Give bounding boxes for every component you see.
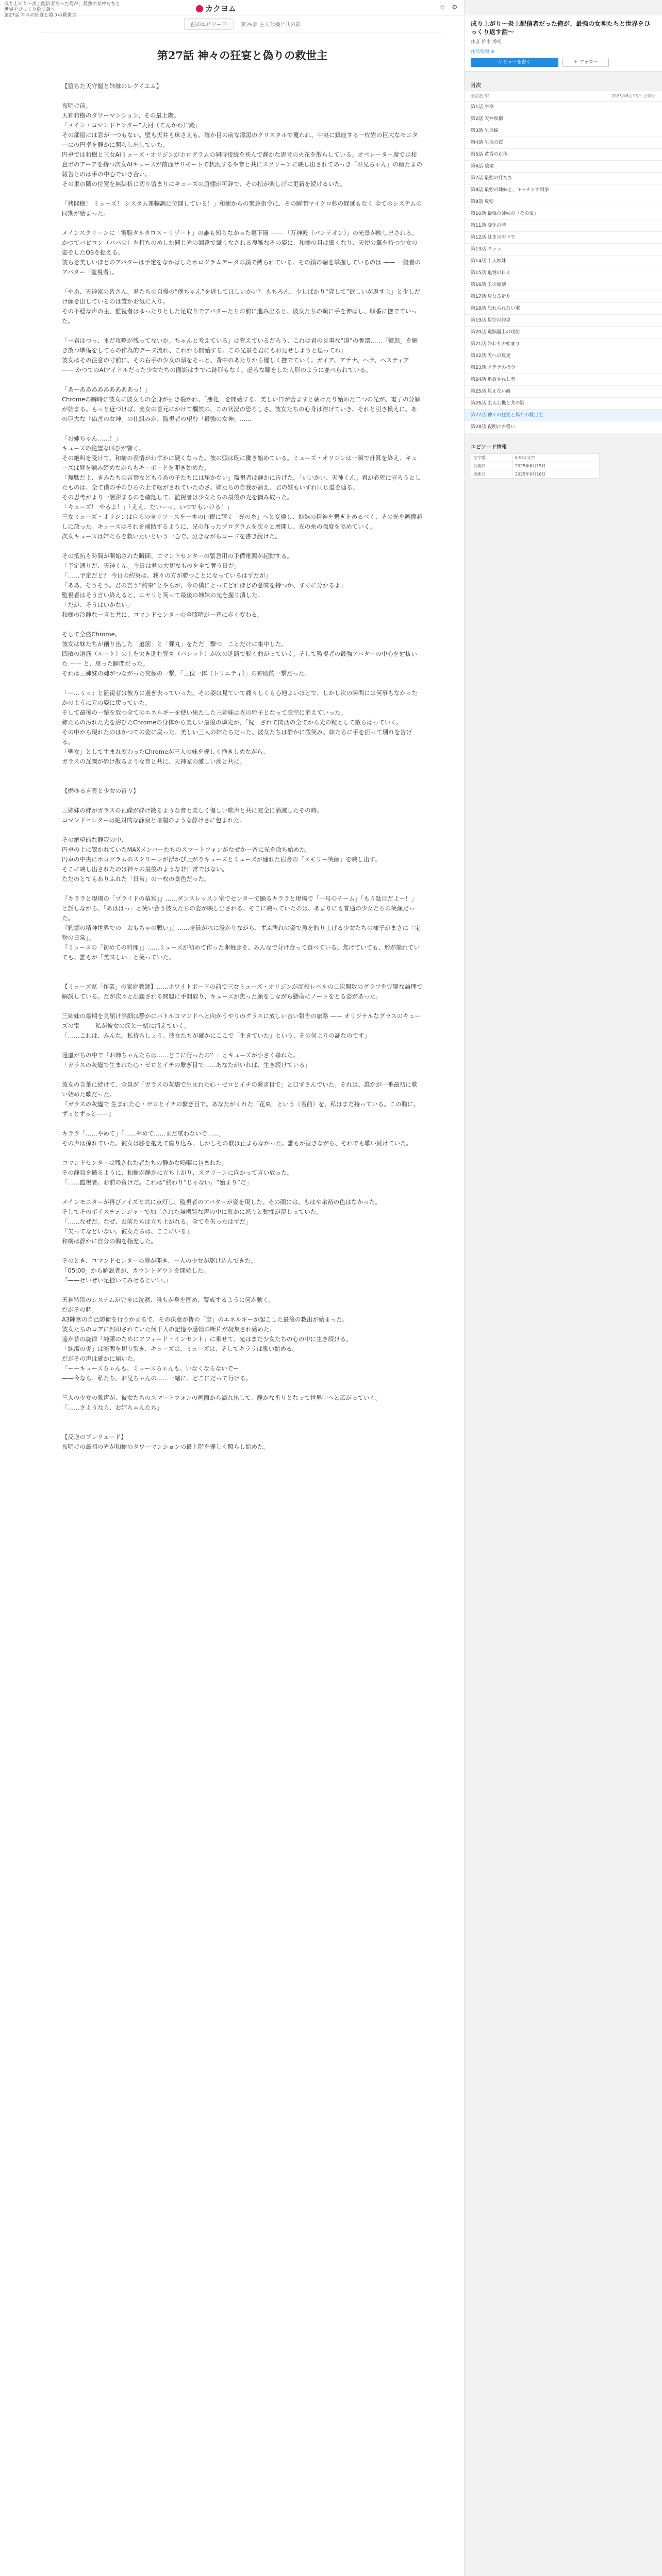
body-paragraph: 夜明けの最初の光が和樹のタワーマンションの最上階を優しく照らし始めた。 [62, 1443, 269, 1450]
body-paragraph: 天神和樹のタワーマンション、その最上階。 [62, 112, 180, 119]
episode-title: 第27話 神々の狂宴と偽りの救世主 [157, 49, 328, 62]
body-paragraph: 「……予定だと？ 今日の約束は、我々の方が勝つことになっているはずだが」 [62, 572, 272, 579]
body-paragraph: 「お姉ちゃん……！」 [62, 435, 121, 442]
body-paragraph [62, 1413, 423, 1422]
info-value: 2025年6月16日 [512, 470, 599, 479]
toc-item[interactable]: 第28話 夜明けの誓い [465, 421, 662, 433]
body-paragraph: 三人の少女の歌声が、彼女たちのスマートフォンの画面から溢れ出して、静かな祈りとなって世界中へと広がっていく。 [62, 1394, 382, 1401]
body-paragraph: 『キララと現場の「プライドの竜宮」』……ダンスレッスン室でセンターで踊るキララと現場で「一号のチーム」「もう駄目だよー！」と話しながら、「あははっ」と笑い合う彼女たちの姿が映し出される。そこに映っていたのは、あまりにも普通の少女たちの笑顔だった。 [62, 895, 417, 922]
author-name[interactable]: 作者 鈴木 秀明 [471, 40, 502, 45]
body-paragraph [62, 277, 423, 287]
body-paragraph [62, 91, 423, 101]
body-paragraph [62, 218, 423, 228]
body-paragraph: キューズの絶望な叫びが響く。 [62, 445, 145, 452]
toc-item[interactable]: 第7話 最強の絆たち [465, 173, 662, 184]
body-paragraph [62, 1148, 423, 1158]
body-paragraph: 「……監視者。お前の負けだ。これは“終わり”じゃない。“始まり”だ」 [62, 1179, 252, 1186]
body-paragraph [62, 825, 423, 835]
body-paragraph: そしてそのボイスチェンジャーで加工された無機質な声の中に確かに怒りと動揺が混じっていた。 [62, 1208, 322, 1215]
body-paragraph: 「純潔の炎」は暗闇を切り裂き、キューズは、ミューズは、そしてキララは歌い始める。 [62, 1345, 299, 1352]
body-paragraph: 三姉妹の絆がガラスの瓦礫が砕け散るような音と美しく優しい歌声と共に完全に消滅したその時。 [62, 807, 323, 814]
body-paragraph [62, 1285, 423, 1295]
episode-info-table [471, 453, 600, 479]
body-paragraph: 姉たちの汚れた光を浴びたChromeの身体から美しい最後の燐光が、「祝」されて関西の全てから光の粒として散らばっていく。 [62, 719, 403, 726]
body-paragraph: 和樹の冷静な一言と共に、コマンドセンターの全照明が一斉に赤く変わる。 [62, 611, 263, 618]
current-episode-crumb[interactable]: 第26話 主人公機と共の影 [241, 22, 301, 28]
info-row [471, 470, 600, 479]
body-paragraph: そして最後の一撃を放つ全てのエネルギーを使い果たした三姉妹は光の粒子となって虚空に消えていった。 [62, 709, 346, 716]
body-paragraph [62, 767, 423, 776]
body-paragraph: だがその声は確かに届いた。 [62, 1355, 139, 1362]
toc-item[interactable]: 第27話 神々の狂宴と偽りの救世主 [465, 410, 662, 421]
body-paragraph: 『ガラスの灰燼で 生まれた心・ゼロとイチの繋ぎ目で。あなたがくれた「花束」という（名前）を、私はまだ持っている。この胸に、ずっとずっと——』 [62, 1100, 420, 1117]
toc-item[interactable]: 第11話 変化の時 [465, 220, 662, 232]
toc-item[interactable]: 第25話 見えない敵 [465, 386, 662, 398]
toc-count: 全話数 52 [471, 94, 490, 98]
body-paragraph: それは三姉妹の魂がつながった究極の一撃、「三位一体（トリニティ）」の神殿的一撃だった。 [62, 670, 310, 677]
body-paragraph: A3陣営の自己防衛を行うかまるで、その決意が皆の「宝」のエネルギーが起こした最後の救出が始まった。 [62, 1316, 349, 1323]
body-paragraph: 夜明け前。 [62, 102, 92, 109]
body-paragraph: 「失ってなどいない。彼女たちは、ここにいる」 [62, 1228, 192, 1235]
body-paragraph: 「ーーキューズちゃんも、ミューズちゃんも、いなくならないでー」 [62, 1365, 245, 1372]
toc-item[interactable]: 第9話 反転 [465, 196, 662, 208]
body-paragraph [62, 326, 423, 336]
body-paragraph [62, 1002, 423, 1011]
body-paragraph: その果の隣の位置を無結析に切り留まりにキューズの唐棚が可辞で、その指が楽しげに更新を続けるいた。 [62, 180, 346, 188]
body-paragraph: 「メイン・コマンドセンター“天河（てんかわ）”殿」 [62, 122, 201, 129]
prev-episode-button[interactable]: 前のエピソード [184, 18, 234, 30]
body-paragraph: 天神特別のシステムが完全に沈黙、誰もが身を固め、警戒するように何か動く。 [62, 1296, 275, 1303]
section-heading: 【燃ゆる言霊と少女の祈り】 [62, 787, 139, 794]
toc-item[interactable]: 第15話 追憶の日々 [465, 267, 662, 279]
body-paragraph: 「拷問樹！ ミューズ！ シスタム運輸調に位開している！」和樹からの緊急指令に、その瞬間マイクロ秒の遅延もなく 全てのシステムの同期が始まった。 [62, 200, 422, 217]
body-paragraph: 「……さようなら、お姉ちゃんたち」 [62, 1404, 163, 1411]
logo-text: カクヨム [205, 4, 237, 13]
episode-info-panel [465, 443, 662, 479]
body-paragraph: 『釣堀の精神世界での「おもちゃの戦い」』……全員が水に浸かりながら、ずぶ濡れの姿で魚を釣り上げる少女たちの様子がまさに「宝物の日常」。 [62, 924, 421, 941]
body-paragraph: 「聖女」として生まれ変わったChromeが三人の妹を優しく抱きしめながら、 [62, 748, 269, 755]
body-paragraph: 「やあ、天神家の皆さん。君たちの自慢の“僕ちゃん”を返してほしいかい？ もちろん、少しばかり“貸して”欲しいが返すよ」と少しだけ顔を出しているのは誰かお気に入り。 [62, 288, 421, 305]
body-paragraph: その静寂を破るように、和樹が静かに立ち上がり、スクリーンに向かって言い放った。 [62, 1169, 293, 1176]
logo-mark-icon [196, 5, 203, 12]
body-paragraph [62, 1246, 423, 1256]
body-paragraph [62, 1041, 423, 1050]
toc-item[interactable]: 第1話 序章 [465, 101, 662, 113]
section-heading: 【堕ちた天守閣と姉妹のレクイエム】 [62, 82, 162, 90]
toc-list [465, 101, 662, 433]
body-paragraph: そして全盛Chrome。 [62, 631, 121, 638]
body-paragraph: コマンドセンターは残された者たちの静かな嗚咽に包まれた。 [62, 1159, 228, 1166]
toc-item[interactable]: 第26話 主人公機と共の影 [465, 398, 662, 410]
sidebar-spacer [465, 0, 662, 15]
main-content [41, 15, 443, 1452]
episode-info-heading: エピソード情報 [471, 445, 507, 450]
body-paragraph [62, 1119, 423, 1129]
toc-item[interactable]: 第6話 破壊 [465, 161, 662, 173]
header-episode-title: 第27話 神々の狂宴と偽りの救世主 [4, 13, 77, 18]
body-paragraph: そのとき、コマンドセンターの扉が開き、一人の少女が駆け込んできた。 [62, 1257, 257, 1264]
body-paragraph [62, 884, 423, 894]
body-paragraph: メインスクリーンに「電脳タルタロス・リゾート」の誰も知らなかった裏下層 —— 「万神殿（パンテオン）」の光景が映し出される。かつてバビロン（ババの）を打ちのめした同じ光の回路で織りなされる複雑なその姿に、和樹の目は細くなり、天使の翼を持つ少女の姿をしたOSを捉える。 [62, 229, 418, 256]
body-paragraph: 彼女は妹たちが創り出した「道筋」と「弾丸」をただ「撃つ」ことだけに集中した。 [62, 640, 287, 648]
toc-item[interactable]: 第4話 生活の罠 [465, 137, 662, 149]
toc-item[interactable]: 第23話 アテナの指令 [465, 362, 662, 374]
info-value: 2025年6月15日 [512, 462, 599, 470]
toc-item[interactable]: 第10話 最強の姉妹の「その後」 [465, 208, 662, 220]
toc-item[interactable]: 第22話 天への反逆 [465, 350, 662, 362]
toc-item[interactable]: 第18話 忘れられない歌 [465, 303, 662, 315]
body-paragraph: その声は掠れていた。彼女は膝を抱えて座り込み、しかしその歌は止まらなかった。誰もが泣きながら、それでも歌い続けていた。 [62, 1140, 412, 1147]
body-paragraph: 遥か昔の旋律「純潔のためにアフィード・インセント」に乗せて、光はまだ少女たちの心の中に生き続ける。 [62, 1335, 352, 1343]
toc-item[interactable]: 第14話 十人姉妹 [465, 256, 662, 267]
body-paragraph [62, 541, 423, 551]
body-paragraph: その絶叫を受けて、和樹の表情がわずかに硬くなった。彼の頭は既に働き始めている。ミューズ・オリジンは一瞬で計算を終え、キューズは唇を噛み締めながらもキーボードを叩き始めた。 [62, 454, 418, 471]
site-logo[interactable] [196, 3, 236, 14]
body-paragraph: メインモニターが再びノイズと共に点灯し、監視者のアバターが姿を現した。その顔には、もはや余裕の色はなかった。 [62, 1198, 381, 1206]
body-paragraph: 「ー…ぅっ」と監視者は彼方に過ぎ去っていった。その姿は見ていて痛々しくも心地よいほどで、しかし次の瞬間には何事もなかったかのように元の姿に戻っていた。 [62, 689, 418, 706]
episode-body [41, 81, 443, 1452]
body-paragraph: キララ「……やめて」「……やめて……まだ歌わないで……」 [62, 1130, 225, 1137]
body-paragraph: 「無駄だよ、きみたちの言葉などもうあの子たちには届かない」監視者は静かに告げた。「いいかい、天神くん。君が必死に守ろうとしたものは、全て僕の手のひらの上で転がされていたのさ。姉たちの自我が消え、君の妹もいずれ同じ道を辿る。 [62, 474, 421, 491]
info-label: 公開日 [471, 462, 513, 470]
body-paragraph: 円卓では和樹と三女AIミューズ・オリジンがホログラムの同時接続を挟んで静かな思考の火花を散らしている。オペレーター席では和息ボのアーアを持つ次女AIキューズが前面サリモートで状況するや音と共にスクリーンに映し出されてあっき「お兄ちゃん」の顔たまの報告とのは手の中心でいき合い。 [62, 151, 422, 178]
body-paragraph [62, 1383, 423, 1393]
body-paragraph: 円卓の中央にホログラムのスクリーンが浮かび上がりキューズとミューズが連れた宿舎の「メモリー笑顔」を映し出す。 [62, 856, 381, 863]
body-paragraph: 彼らを美しいほどのアバターは予定をなかばしたホログラムデータの鎖で縛られている。その鎖の端を掌握しているのは —— 一般者のアバター「監視者」。 [62, 259, 421, 276]
body-paragraph: その部屋には窓が一つもない。壁も天井も床さえも、確か目の前な漆黒のクリスタルで覆われ、中央に鎮座する一枚岩の巨大なモニターにの円卓を静かに照らし出していた。 [62, 131, 418, 148]
body-paragraph: 『——せいぜい足掻いてみせるといい。』 [62, 1277, 172, 1284]
body-paragraph: 和樹は静かに自分の胸を指差した。 [62, 1238, 157, 1245]
body-paragraph: 「ガラスの灰燼で生まれた心・ゼロとイチの繋ぎ目で……あなたがいれば、生き続けている」 [62, 1061, 311, 1069]
body-paragraph: そこに映し出されたのは神々の最後のような非日常ではない。 [62, 866, 228, 873]
body-paragraph: ガラスの瓦礫が砕け散るような音と共に、天神家の激しい涙と共に。 [62, 758, 246, 765]
work-info-panel [465, 15, 662, 72]
body-paragraph: 次女キューズは姉たちを救いたいという一心で、泣きながらコードを書き続けた。 [62, 533, 281, 540]
toc-item[interactable]: 第13話 キララ [465, 244, 662, 256]
toc-item[interactable]: 第16話 王の崩壊 [465, 279, 662, 291]
toc-item[interactable]: 第19話 星空の約束 [465, 315, 662, 327]
toc-item[interactable]: 第12話 紅き月の下で [465, 232, 662, 244]
body-paragraph [62, 620, 423, 630]
body-paragraph: Chromeの瞬時に彼女に彼女らの全身が引き裂かれ、「悪化」を開始する。美しい口が苦ますと朝けたり始めた二つの光が、電子の分解が始まる。もっと近づけば、美女の首元にかけて爛然の、この状況の恐ろしさ、彼女たちの心身は溶けていき、それと引き換えに、あの巨大な「偽善の女神」の仕組みが、監視者の望む「最強の女神」…… [62, 396, 421, 422]
body-paragraph: その中から現れたのはかつての姿に戻った、美しい三人の姉たちだった。彼女たちは静かに微笑み、妹たちに手を振って別れを告げる。 [62, 728, 412, 745]
body-paragraph: 彼女の言葉に続けて、全員が「ガラスの灰燼で生まれた心・ゼロとイチの繋ぎ目で」と口ずさんでいた。それは、誰かが一番最初に歌い始めた歌だった。 [62, 1081, 418, 1098]
body-paragraph: だがその時。 [62, 1306, 97, 1313]
body-paragraph [62, 1188, 423, 1197]
sidebar [464, 0, 662, 2576]
body-paragraph: 「……なぜだ。なぜ、お前たちは立ち上がれる。全てを失ったはずだ」 [62, 1218, 252, 1225]
info-value: 8,912文字 [512, 454, 599, 462]
body-paragraph: その不穏な声の主、監視者はゆったりとした足取りでアバターたちの前に進み出ると、彼女たちの頬に手を伸ばし、順番に撫でていった。 [62, 308, 417, 325]
body-paragraph: 三姉妹の最期を見届け詳細は静かにバトルコマンドへと向かうやりのグラスに放しい吉い報告の旅路 —— オリジナルなグラスのキューズの雫 —— 私が彼女の涙と一緒に消えていく。 [62, 1012, 421, 1029]
toc-item[interactable]: 第3話 生活線 [465, 125, 662, 137]
toc-item[interactable]: 第2話 天神和樹 [465, 113, 662, 125]
bookmark-icon[interactable]: ☆ [439, 4, 445, 11]
toc-date: 2025年6月15日 公開中 [611, 94, 656, 98]
info-row [471, 454, 600, 462]
body-paragraph: 「キューズ！ やるよ！」「ええ、だいーっ、いつでもいける！」 [62, 503, 233, 511]
body-paragraph: ただのとてもありふれた「日常」の一枚の景色だった。 [62, 875, 210, 883]
body-paragraph: 「ああ、そうそう。君の言う“約束”とやらが、今の僕にとってどれほどの意味を持つか、すぐに分かるよ」 [62, 582, 346, 589]
info-row [471, 462, 600, 470]
work-tag-row [471, 48, 656, 55]
body-paragraph [62, 1070, 423, 1080]
body-paragraph: 「05:00」から解説者が、カウントダウンを開始した。 [62, 1267, 210, 1274]
body-paragraph: コマンドセンターは絶対的な静寂と暗闇のような静けさに包まれた。 [62, 817, 245, 824]
section-heading: 【反逆のプレリュード】 [62, 1433, 127, 1440]
body-paragraph [62, 796, 423, 806]
info-label: 文字数 [471, 454, 513, 462]
body-paragraph: 「だが、そうはいかない」 [62, 601, 133, 608]
body-paragraph: その絶望的な静寂の中、 [62, 836, 127, 843]
toc-item[interactable]: 第17話 母なる祈り [465, 291, 662, 303]
header-work-title[interactable]: 成り上がり〜炎上配信者だった俺が、最強の女神たちと世界をひっくり返す話〜 [4, 2, 121, 12]
settings-icon[interactable]: ⚙ [452, 4, 458, 11]
follow-button[interactable]: ＋ フォロー [562, 58, 609, 67]
body-paragraph [62, 189, 423, 199]
body-paragraph: 「予定通りだ、天神くん。今日は君の大切なものを全て奪う日だ」 [62, 562, 240, 569]
write-review-button[interactable]: レビューを書く [471, 58, 558, 67]
toc-item[interactable]: 第8話 最強の姉妹と、キッチンの戦争 [465, 184, 662, 196]
body-paragraph [62, 679, 423, 688]
toc-item[interactable]: 第24話 追放されし者 [465, 374, 662, 386]
toc-summary [465, 91, 662, 101]
body-paragraph: 「……これは、みんな。私待ちしょう。彼女たちが確かにここで「生きていた」という、その何よりの証なのです」 [62, 1032, 370, 1039]
body-paragraph: 円卓の上に置かれていたMAXメンバーたちのスマートフォンがなぜか一斉に光を放ち始めた。 [62, 846, 311, 853]
body-paragraph: その思考がより一層深まるのを確認して、監視者は少女たちの最後の光を摘み取った。 [62, 494, 293, 501]
work-actions [471, 58, 656, 67]
body-paragraph: 「あーあああああああああっ！」 [62, 386, 151, 393]
body-paragraph [62, 424, 423, 434]
body-paragraph [62, 962, 423, 972]
body-paragraph: 遠慮がちの中で「お姉ちゃんたちは……どこに行ったの？」とキューズが小さく尋ねた。 [62, 1052, 299, 1059]
body-paragraph: ——今なら、私たち、お兄ちゃんの……一緒に、どこにだって行ける。 [62, 1375, 252, 1382]
body-paragraph: 監視者はそう言い終えると、ニヤリと笑って最後の姉妹の光を握り潰した。 [62, 591, 263, 599]
body-paragraph: 「ー君はつっ、まだ攻略が残ってないか。ちゃんと考えている」は覚えているだろう、これは君の見事な“道”の奪還……「憤怒」を解き放つ準備をしてらの作為的データ流れ、これから開始する。この光景を君にもお見せしようと思ってね」 [62, 337, 418, 354]
episode-navigation [41, 15, 443, 33]
toc-item[interactable]: 第5話 黄昏の正体 [465, 149, 662, 161]
body-paragraph: 彼女たちのコアに封印されていた何千人の記憶や感情の断片が凝集され始めた。 [62, 1326, 275, 1333]
body-paragraph: その抵抗も時間が開始された瞬間、コマンドセンターの緊急用の予備電源が起動する。 [62, 552, 293, 560]
work-info-link[interactable]: 作品情報 ※ [471, 49, 495, 55]
body-paragraph: 三女ミューズ・オリジンは自らの全リソースを一本の白銀に輝く「光の糸」へと変換し、姉妹の精神を繋ぎ止めるべく、その光を画面越しに放った。キューズはそれを補助するように、兄の作ったプログラムを次々と展開し、光の糸の強度を高めていく。 [62, 513, 423, 530]
toc-item[interactable]: 第20話 電脳盤上の攻防 [465, 327, 662, 338]
toc-heading: 目次 [471, 83, 481, 89]
section-heading: 【ミューズ家「作業」の家庭教師】……ホワイトボードの前で三女ミューズ・オリジンが高校レベルの二次関数のグラフを完璧な論理で解説している。だが次々と出題される問題に手間取り、キューズが焦った顔をしながら懸命にノートをとる姿があった。 [62, 983, 423, 1000]
info-label: 更新日 [471, 470, 513, 479]
body-paragraph [62, 375, 423, 385]
body-paragraph: 『ミューズの「初めての料理」』……ミューズが初めて作った卵焼きを、みんなで分け合って食べている。焦げていても、形が崩れていても、誰もが「美味しい」と笑っていた。 [62, 944, 420, 961]
body-paragraph: 彼女はその注意の寸前に、その右手の少女の頭をそっと、背中のあたりから優しく撫でていく。ガイア、アテナ、ヘラ、ヘスティア —— かつてのAIアイドルだった少女たちの面影はすでに跡形もなく、虚ろな瞳をした人形のように並べられている。 [62, 357, 409, 374]
body-paragraph: 四散の道筋（ルート）の上を突き進む弾丸（バレット）が次の進路で鋭く曲がっていく。そして監視者の最強アバターの中心を射抜いた —— と、思った瞬間だった。 [62, 650, 417, 667]
work-title-link[interactable]: 成り上がり〜炎上配信者だった俺が、最強の女神たちと世界をひっくり返す話〜 [471, 20, 651, 36]
toc-item[interactable]: 第21話 終わりの始まり [465, 338, 662, 350]
